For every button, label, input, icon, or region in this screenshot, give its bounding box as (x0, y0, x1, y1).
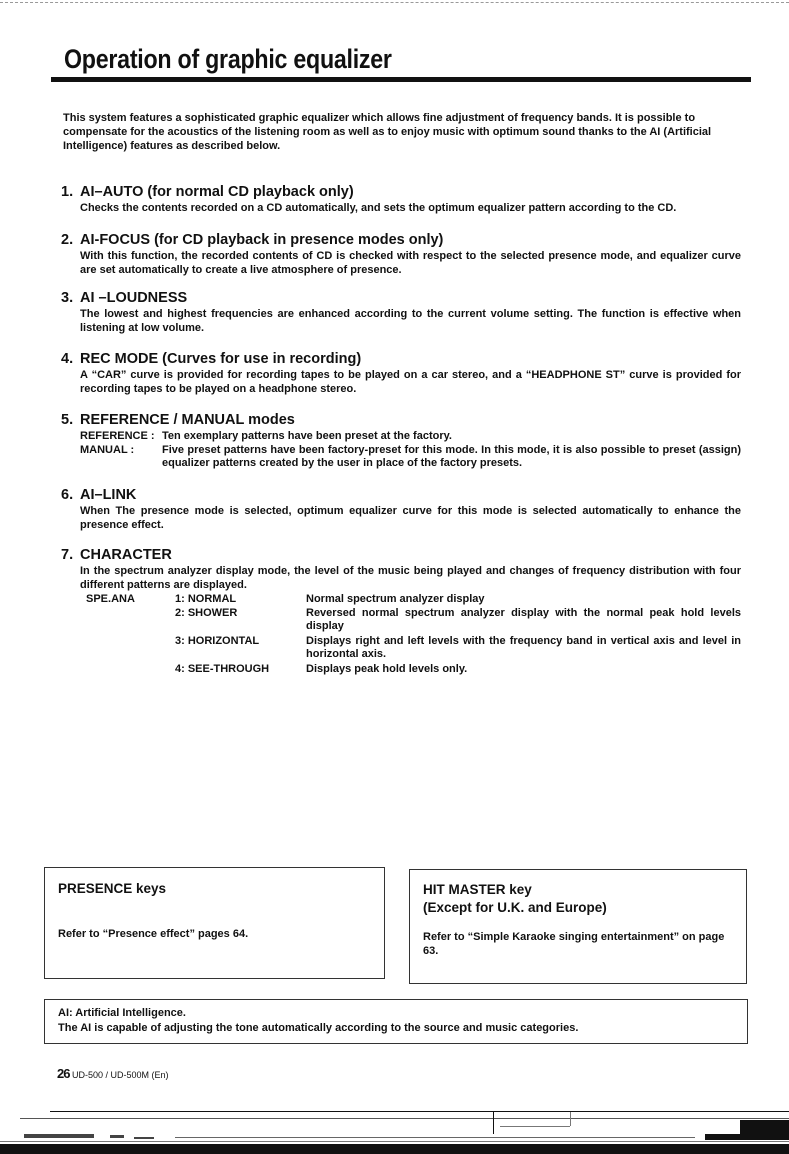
section-body: A “CAR” curve is provided for recording tapes to be played on a car stereo, and a “HEADPHONE ST” curve is provided for recording tapes to be played on a headphone stereo. (80, 369, 741, 395)
section-character (61, 547, 741, 676)
pattern-desc: Normal spectrum analyzer display (306, 593, 485, 605)
pattern-name: 2: SHOWER (175, 606, 238, 619)
section-ai-auto (61, 184, 741, 216)
reference-text: Ten exemplary patterns have been preset at the factory. (162, 430, 452, 442)
scan-top-edge (0, 2, 789, 3)
section-heading: 3. AI –LOUDNESS (61, 290, 188, 306)
pattern-row (86, 635, 741, 662)
page-number: 26 (57, 1066, 70, 1081)
page-title: Operation of graphic equalizer (64, 44, 392, 74)
manual-label: MANUAL : (80, 443, 135, 456)
reference-label: REFERENCE : (80, 430, 155, 442)
section-body (80, 430, 741, 471)
section-ai-focus (61, 232, 741, 277)
model-number: UD-500 / UD-500M (En) (71, 1070, 169, 1080)
hit-master-box (409, 869, 747, 984)
section-heading: 4. REC MODE (Curves for use in recording) (61, 351, 362, 367)
box-text: Refer to “Simple Karaoke singing entertainment” on page 63. (423, 931, 725, 957)
section-ai-link (61, 487, 741, 532)
box-title-line2: (Except for U.K. and Europe) (423, 900, 607, 915)
box-text: The AI is capable of adjusting the tone automatically according to the source and music categories. (58, 1022, 579, 1034)
reference-row (80, 430, 741, 444)
manual-row (80, 444, 741, 471)
box-text: Refer to “Presence effect” pages 64. (58, 928, 249, 940)
intro-paragraph: This system features a sophisticated graphic equalizer which allows fine adjustment of frequency bands. It is possible to compensate for the acoustics of the listening room as well as to enjoy music with optimum sound thanks to the AI (Artificial Intelligence) features as described below. (63, 112, 712, 152)
section-body: In the spectrum analyzer display mode, the level of the music being played and changes of frequency distribution with four different patterns are displayed. (80, 565, 741, 591)
section-heading: 2. AI-FOCUS (for CD playback in presence modes only) (61, 232, 444, 248)
pattern-desc: Reversed normal spectrum analyzer display with the normal peak hold levels display (306, 606, 741, 632)
presence-keys-box (44, 867, 385, 979)
section-heading: 1. AI–AUTO (for normal CD playback only) (61, 184, 354, 200)
section-body: With this function, the recorded contents of CD is checked with respect to the selected presence mode, and equalizer curve are set automatically to create a live atmosphere of presence. (80, 250, 741, 276)
title-underline (51, 77, 751, 82)
section-body: When The presence mode is selected, optimum equalizer curve for this mode is selected automatically to enhance the presence effect. (80, 505, 741, 531)
pattern-name: 3: HORIZONTAL (175, 634, 260, 647)
box-title-line1: HIT MASTER key (423, 882, 532, 897)
box-title: AI: Artificial Intelligence. (58, 1007, 186, 1019)
section-heading: 7. CHARACTER (61, 547, 172, 563)
box-title: PRESENCE keys (58, 881, 167, 896)
pattern-row (86, 593, 741, 607)
manual-text: Five preset patterns have been factory-preset for this mode. In this mode, it is also possible to preset (assign) equalizer patterns created by the user in place of the factory presets. (162, 443, 741, 469)
section-heading: 5. REFERENCE / MANUAL modes (61, 412, 295, 428)
mode-label: SPE.ANA (86, 593, 135, 605)
pattern-name: 4: SEE-THROUGH (175, 662, 270, 675)
pattern-desc: Displays right and left levels with the frequency band in vertical axis and level in horizontal axis. (306, 634, 741, 660)
pattern-name: 1: NORMAL (175, 593, 237, 605)
ai-note-box (44, 999, 748, 1044)
section-heading: 6. AI–LINK (61, 487, 137, 503)
pattern-row (86, 607, 741, 634)
section-body: Checks the contents recorded on a CD automatically, and sets the optimum equalizer pattern according to the CD. (80, 202, 677, 214)
section-ai-loudness (61, 290, 741, 335)
pattern-desc: Displays peak hold levels only. (306, 662, 468, 675)
section-reference-manual (61, 412, 741, 471)
pattern-table (86, 593, 741, 676)
pattern-row (86, 663, 741, 677)
section-body: The lowest and highest frequencies are enhanced according to the current volume setting. The function is effective when listening at low volume. (80, 308, 741, 334)
section-rec-mode (61, 351, 741, 396)
page-footer (57, 1066, 169, 1081)
